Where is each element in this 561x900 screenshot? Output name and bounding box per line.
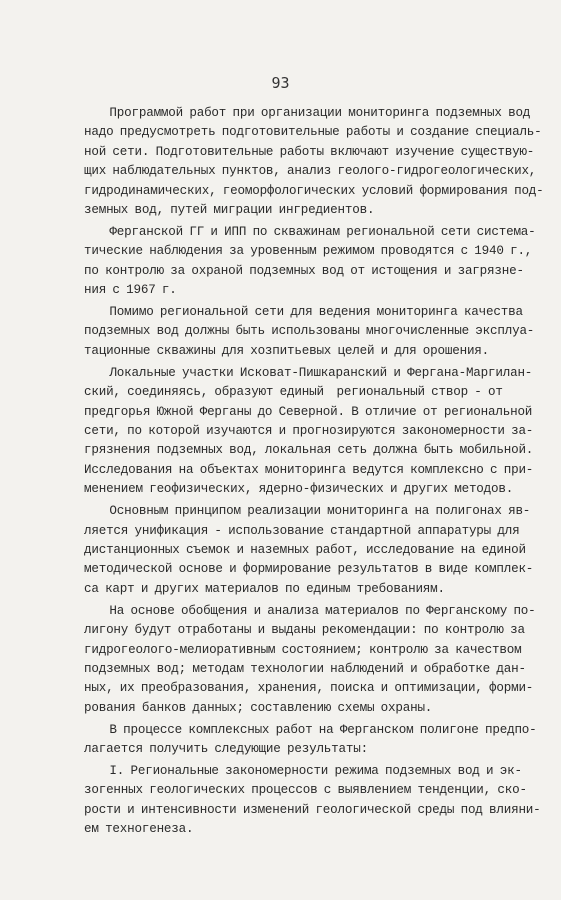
text-line: грязнения подземных вод, локальная сеть должна быть мобильной. [84, 443, 534, 458]
text-line: Помимо региональной сети для ведения мониторинга качества [84, 305, 523, 320]
text-line: В процессе комплексных работ на Ферганском полигоне предпо- [84, 722, 537, 737]
text-line: лагается получить следующие результаты: [84, 742, 368, 757]
text-line: гидродинамических, геоморфологических условий формирования под- [84, 183, 544, 198]
paragraph-recommendations [84, 602, 534, 718]
paragraph-result-item-1 [84, 762, 541, 840]
document-body [84, 104, 544, 840]
text-line: Локальные участки Исковат-Пишкаранский и Фергана-Маргилан- [84, 365, 533, 380]
paragraph-fergana-observations [84, 223, 534, 301]
text-line: Исследования на объектах мониторинга ведутся комплексно с при- [84, 462, 534, 477]
text-line: дистанционных съемок и наземных работ, исследование на единой [84, 542, 526, 557]
text-line: надо предусмотреть подготовительные работы и создание специаль- [84, 125, 542, 140]
text-line: методической основе и формирование результатов в виде комплек- [84, 562, 534, 577]
text-line: по контролю за охраной подземных вод от истощения и загрязне- [84, 263, 524, 278]
text-line: Программой работ при организации мониторинга подземных вод [84, 106, 531, 120]
page-number: 93 [271, 74, 290, 92]
text-line: I. Региональные закономерности режима подземных вод и эк- [84, 764, 522, 779]
text-line: подземных вод должны быть использованы многочисленные эксплуа- [84, 324, 535, 339]
paragraph-expected-results [84, 721, 537, 760]
text-line: рости и интенсивности изменений геологической среды под влияни- [84, 802, 541, 817]
text-line: Ферганской ГГ и ИПП по скважинам региональной сети система- [84, 224, 536, 239]
text-line: менением геофизических, ядерно-физических и других методов. [84, 482, 514, 497]
text-line: щих наблюдательных пунктов, анализ геолого-гидрогеологических, [84, 164, 537, 179]
text-line: сети, по которой изучаются и прогнозируются закономерности за- [84, 424, 534, 439]
paragraph-regional-network [84, 303, 534, 361]
text-line: подземных вод; методам технологии наблюдений и обработке дан- [84, 661, 526, 676]
text-line: зогенных геологических процессов с выявлением тенденции, ско- [84, 783, 527, 798]
text-line: гидрогеолого-мелиоративным состоянием; контролю за качеством [84, 642, 522, 657]
text-line: тические наблюдения за уровенным режимом проводятся с 1940 г., [84, 244, 533, 259]
text-line: лигону будут отработаны и выданы рекомендации: по контролю за [84, 623, 525, 638]
paragraph-local-sites [84, 364, 534, 500]
text-line: ной сети. Подготовительные работы включают изучение существую- [84, 144, 535, 159]
text-line: тационные скважины для хозпитьевых целей и для орошения. [84, 343, 490, 358]
text-line: ния с 1967 г. [84, 283, 177, 298]
text-line: На основе обобщения и анализа материалов по Ферганскому по- [84, 603, 536, 618]
text-line: рования банков данных; составлению схемы охраны. [84, 700, 433, 715]
text-line: ем техногенеза. [84, 822, 194, 837]
text-line: ляется унификация - использование стандартной аппаратуры для [84, 523, 520, 538]
text-line: ных, их преобразования, хранения, поиска и оптимизации, форми- [84, 681, 534, 696]
text-line: ский, соединяясь, образуют единый региональный створ - от [84, 385, 503, 400]
text-line: предгорья Южной Ферганы до Северной. В отличие от региональной [84, 404, 533, 419]
text-line: Основным принципом реализации мониторинга на полигонах яв- [84, 504, 531, 519]
text-line: земных вод, путей миграции ингредиентов. [84, 202, 375, 217]
text-line: са карт и других материалов по единым требованиям. [84, 581, 445, 596]
paragraph-unification-principle [84, 502, 534, 599]
paragraph-monitoring-program [84, 104, 544, 220]
